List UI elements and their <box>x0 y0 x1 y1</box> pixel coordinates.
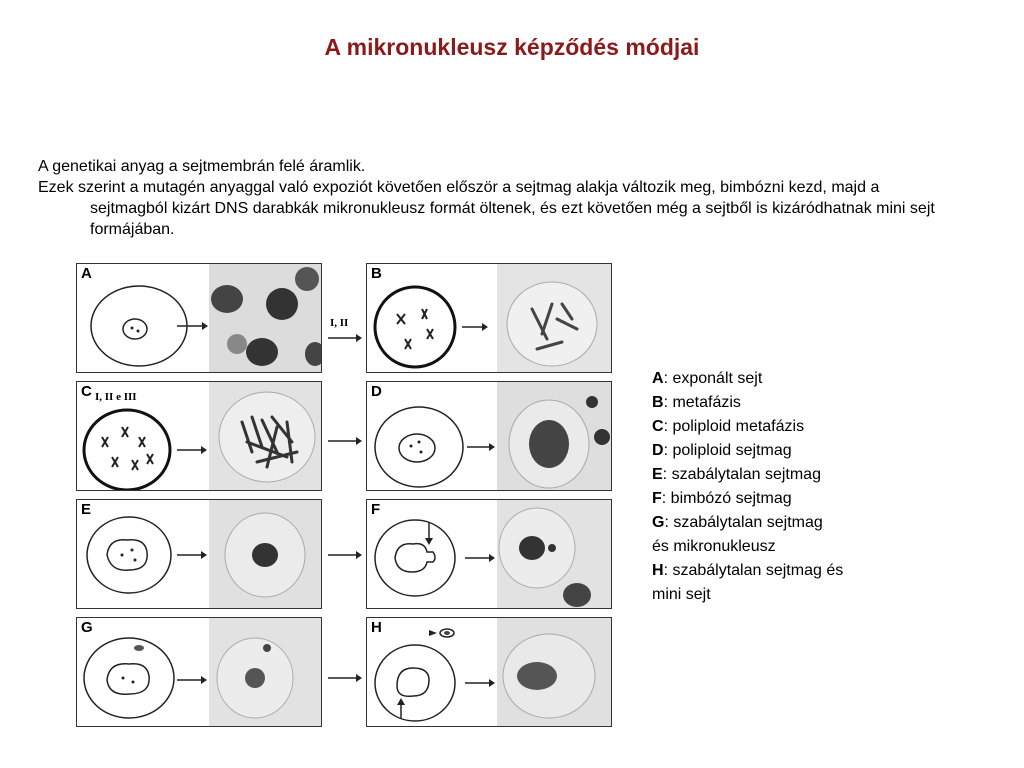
legend-item-a: A: exponált sejt <box>652 370 763 387</box>
page-title: A mikronukleusz képződés módjai <box>324 34 700 60</box>
panel-b-illustration <box>367 264 612 373</box>
arrow-e-to-f <box>326 545 364 565</box>
micronucleus-figure <box>76 263 616 728</box>
legend-item-e: E: szabálytalan sejtmag <box>652 466 821 483</box>
panel-h-letter: H <box>371 619 382 636</box>
panel-b <box>366 263 612 373</box>
panel-g <box>76 617 322 727</box>
panel-a-letter: A <box>81 265 92 282</box>
arrow-c-to-d <box>326 431 364 451</box>
panel-h <box>366 617 612 727</box>
legend-item-f: F: bimbózó sejtmag <box>652 490 792 507</box>
panel-a-illustration <box>77 264 322 373</box>
legend-item-g-cont: és mikronukleusz <box>652 538 776 555</box>
panel-a <box>76 263 322 373</box>
panel-c <box>76 381 322 491</box>
panel-e-letter: E <box>81 501 92 518</box>
panel-d-illustration <box>367 382 612 491</box>
panel-g-illustration <box>77 618 322 727</box>
panel-c-note: I, II e III <box>95 391 137 403</box>
intro-line-2: Ezek szerint a mutagén anyaggal való expoziót követően először a sejtmag alakja változik meg, bimbózni kezd, majd a sejtmagból kizárt DNS darabkák mikronukleusz formát öltenek, és ezt követően még a sejtből is kizáródhatnak mini sejt formájában. <box>38 179 935 238</box>
legend <box>652 367 912 607</box>
arrow-g-to-h <box>326 668 364 688</box>
legend-item-g: G: szabálytalan sejtmag <box>652 514 823 531</box>
legend-item-h: H: szabálytalan sejtmag és <box>652 562 844 579</box>
intro-text <box>38 156 938 240</box>
panel-e <box>76 499 322 609</box>
panel-e-illustration <box>77 500 322 609</box>
panel-d-letter: D <box>371 383 382 400</box>
legend-item-d: D: poliploid sejtmag <box>652 442 792 459</box>
panel-f-letter: F <box>371 501 381 518</box>
arrow-label-ab: I, II <box>330 317 349 329</box>
panel-h-illustration <box>367 618 612 727</box>
legend-item-h-cont: mini sejt <box>652 586 711 603</box>
intro-line-1: A genetikai anyag a sejtmembrán felé áramlik. <box>38 158 366 175</box>
legend-item-b: B: metafázis <box>652 394 741 411</box>
panel-d <box>366 381 612 491</box>
panel-g-letter: G <box>81 619 93 636</box>
panel-f-illustration <box>367 500 612 609</box>
legend-item-c: C: poliploid metafázis <box>652 418 805 435</box>
panel-b-letter: B <box>371 265 382 282</box>
panel-f <box>366 499 612 609</box>
panel-c-letter: C <box>81 383 92 400</box>
